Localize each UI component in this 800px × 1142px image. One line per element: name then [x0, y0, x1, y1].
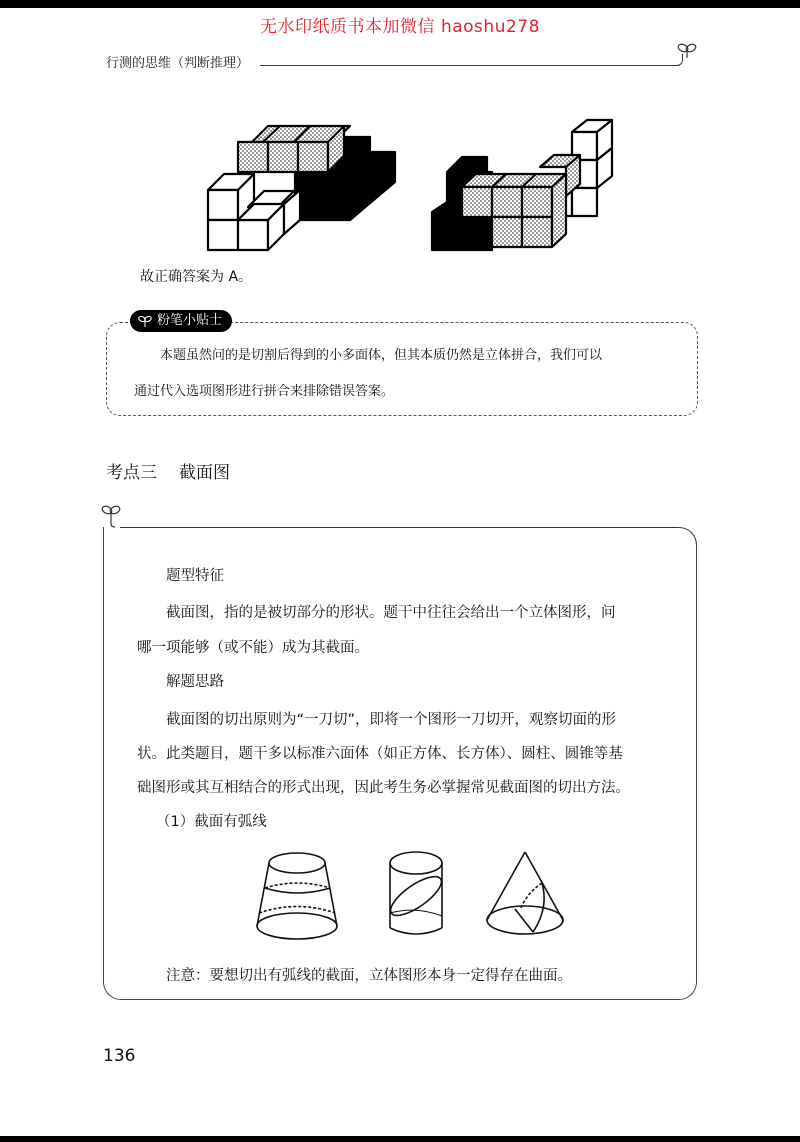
answer-line: 故正确答案为 A。: [140, 269, 253, 285]
paragraph-2-line-3: 础图形或其互相结合的形式出现，因此考生务必掌握常见截面图的切出方法。: [137, 780, 630, 796]
paragraph-2-line-2: 状。此类题目，题干多以标准六面体（如正方体、长方体）、圆柱、圆锥等基: [137, 746, 623, 762]
watermark-text: 无水印纸质书本加微信 haoshu278: [260, 17, 540, 37]
cone-with-parabolic-section: [487, 852, 563, 934]
sprout-icon: [138, 315, 152, 327]
tip-badge: [130, 310, 232, 332]
paragraph-1-line-2: 哪一项能够（或不能）成为其截面。: [137, 640, 369, 656]
tip-line-2: 通过代入选项图形进行拼合来排除错误答案。: [134, 384, 395, 399]
subheading-curved-section: （1）截面有弧线: [156, 814, 267, 830]
content-box-top-rule: [120, 527, 680, 528]
paragraph-1-line-1: 截面图，指的是被切部分的形状。题干中往往会给出一个立体图形，问: [166, 605, 616, 621]
heading-question-type: 题型特征: [166, 568, 224, 584]
tip-badge-label: 粉笔小贴士: [157, 313, 223, 328]
section-label: 考点三: [106, 463, 157, 483]
content-box-corner: [676, 527, 697, 548]
cross-section-figures: [255, 848, 575, 943]
scan-border-top: [0, 0, 800, 8]
heading-solution-approach: 解题思路: [166, 674, 224, 690]
cube-assembly-right: [432, 120, 612, 250]
page-number: 136: [103, 1046, 136, 1066]
section-title: [106, 458, 230, 483]
scan-border-bottom: [0, 1136, 800, 1142]
cube-assembly-left: [208, 126, 395, 250]
cube-assembly-figure: [200, 112, 620, 257]
frustum-with-horizontal-sections: [257, 853, 337, 939]
sprout-icon: [101, 504, 123, 528]
sprout-icon: [677, 42, 697, 58]
header-rule: [260, 65, 678, 66]
cylinder-with-oblique-section: [385, 852, 447, 934]
section-heading: 截面图: [179, 463, 230, 483]
note-line: 注意：要想切出有弧线的截面，立体图形本身一定得存在曲面。: [166, 968, 572, 984]
tip-line-1: 本题虽然问的是切割后得到的小多面体，但其本质仍然是立体拼合，我们可以: [160, 348, 603, 363]
running-head: 行测的思维（判断推理）: [106, 56, 250, 71]
tip-box: [106, 322, 698, 416]
paragraph-2-line-1: 截面图的切出原则为“一刀切”，即将一个图形一刀切开，观察切面的形: [166, 712, 617, 728]
